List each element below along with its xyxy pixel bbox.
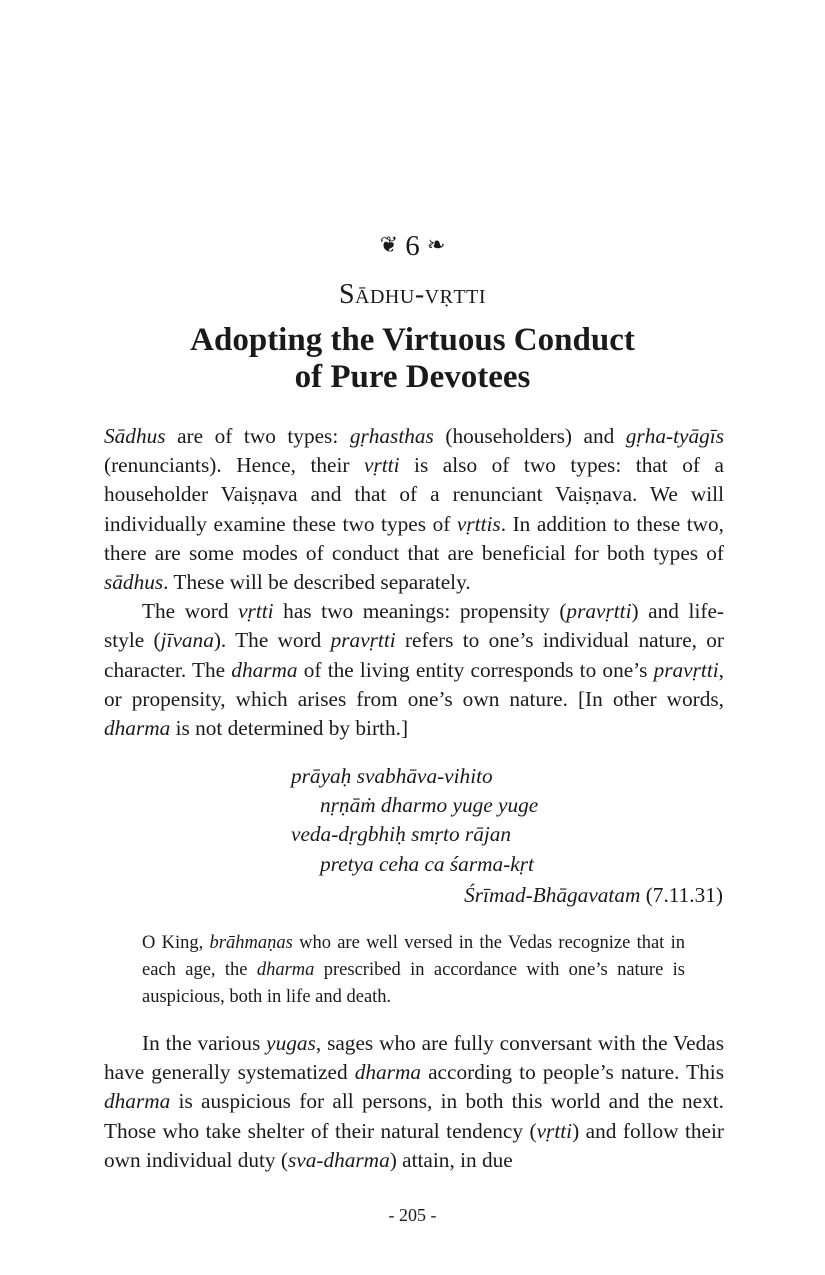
page-number: - 205 - [388,1205,437,1225]
verse-line: pretya ceha ca śarma-kṛt [320,851,534,876]
paragraph-2: The word vṛtti has two meanings: propensity (pravṛtti) and life-style (jīvana). The word pravṛtti refers to one’s individual nature, or character. The dharma of the living entity corresponds to one’s pravṛtti, or propensity, which arises from one’s own nature. [In other words, dharma is not determined by birth.] [104,599,725,741]
sanskrit-verse [291,762,731,879]
chapter-sanskrit-title: Sādhu-vṛtti [338,279,487,310]
fleuron-left-icon: ❦ [379,232,398,257]
chapter-number-text: 6 [405,230,420,262]
chapter-title-line1: Adopting the Virtuous Conduct [190,322,635,358]
chapter-title [0,322,825,396]
body-text-lower [104,1029,724,1175]
chapter-number [0,228,825,263]
fleuron-right-icon: ❧ [427,232,446,257]
verse-line: nṛṇāṁ dharmo yuge yuge [320,793,539,818]
verse-line: prāyaḥ svabhāva-vihito [291,764,493,788]
verse-translation: O King, brāhmaṇas who are well versed in the Vedas recognize that in each age, the dharma prescribed in accordance with one’s nature is auspicious, both in life and death. [142,933,685,1007]
verse-reference: Śrīmad-Bhāgavatam (7.11.31) [464,883,723,907]
chapter-title-line2: of Pure Devotees [294,359,531,395]
paragraph-1: Sādhus are of two types: gṛhasthas (householders) and gṛha-tyāgīs (renunciants). Hence, their vṛtti is also of two types: that of a householder Vaiṣṇava and that of a renunciant Vaiṣṇava. We will individually examine these two types of vṛttis. In addition to these two, there are some modes of conduct that are beneficial for both types of sādhus. These will be described separately. [104,424,724,595]
verse-line: veda-dṛgbhiḥ smṛto rājan [291,822,512,847]
paragraph-3: In the various yugas, sages who are fully conversant with the Vedas have generally systematized dharma according to people’s nature. This dharma is auspicious for all persons, in both this world and the next. Those who take shelter of their natural tendency (vṛtti) and follow their own individual duty (sva-dharma) attain, in due [104,1031,724,1172]
body-text-upper [104,422,724,743]
